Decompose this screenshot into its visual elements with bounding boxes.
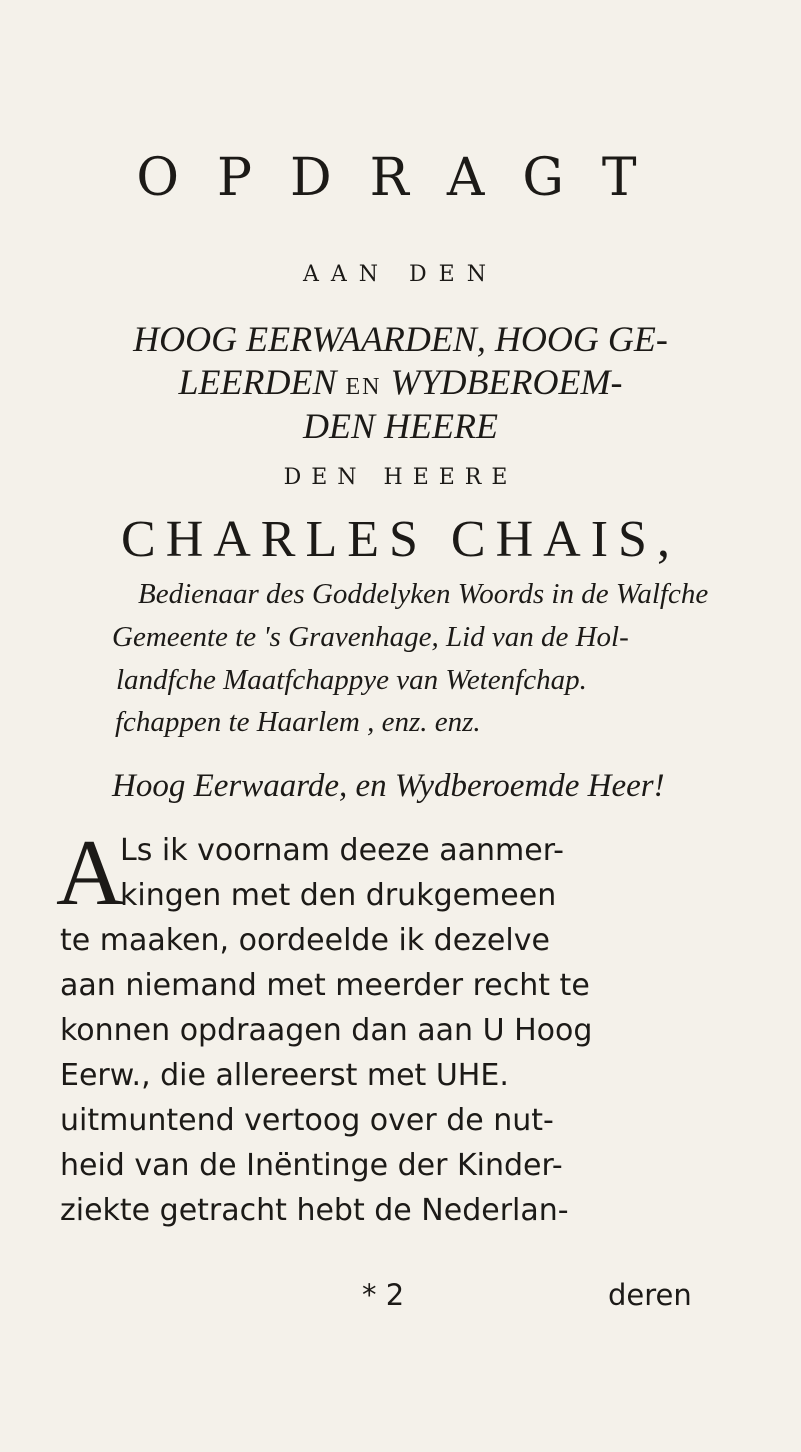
addressee-leerden: LEERDEN [178, 362, 337, 402]
body-line: te maaken, oordeelde ik dezelve [60, 923, 550, 958]
addressee-en: EN [345, 374, 382, 400]
body-line: uitmuntend vertoog over de nut- [60, 1103, 554, 1138]
signature-mark: * 2 [362, 1278, 405, 1312]
body-line: Eerw., die allereerst met UHE. [60, 1058, 509, 1093]
page-title: OPDRAGT [136, 148, 675, 208]
body-line: heid van de Inëntinge der Kinder- [60, 1148, 563, 1183]
dedicatee-name: CHARLES CHAIS, [121, 511, 680, 568]
aan-den-line: AAN DEN [303, 262, 498, 287]
addressee-line-3: DEN HEERE [303, 406, 498, 446]
titles-line-3: landfche Maatfchappye van Wetenfchap. [116, 664, 587, 696]
salutation: Hoog Eerwaarde, en Wydberoemde Heer! [112, 768, 665, 804]
addressee-line-2 [0, 361, 801, 403]
drop-cap: A [56, 821, 124, 925]
body-line: konnen opdraagen dan aan U Hoog [60, 1013, 593, 1048]
dedication-body [56, 821, 750, 1233]
titles-line-1: Bedienaar des Goddelyken Woords in de Walfche [138, 578, 709, 610]
addressee-line-1: HOOG EERWAARDEN, HOOG GE- [133, 319, 668, 359]
body-line: aan niemand met meerder recht te [60, 968, 590, 1003]
body-line: Ls ik voornam deeze aanmer- [120, 833, 564, 868]
body-line: ziekte getracht hebt de Nederlan- [60, 1193, 569, 1228]
titles-line-4: fchappen te Haarlem , enz. enz. [115, 706, 481, 738]
titles-line-2: Gemeente te 's Gravenhage, Lid van de Hol- [112, 621, 629, 653]
addressee-wydberoem: WYDBEROEM- [390, 362, 623, 402]
catchword: deren [608, 1278, 692, 1312]
body-line: kingen met den drukgemeen [120, 878, 557, 913]
den-heere-line: DEN HEERE [283, 465, 518, 490]
